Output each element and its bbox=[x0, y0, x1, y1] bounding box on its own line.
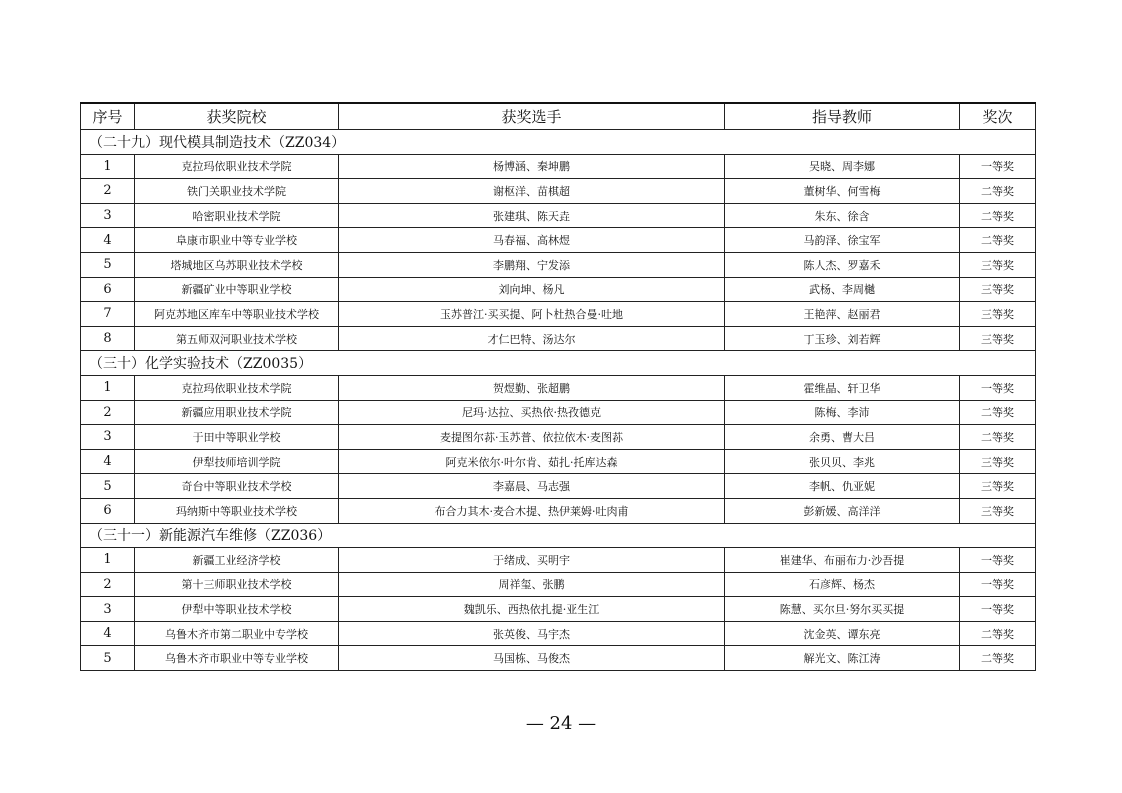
row-number: 5 bbox=[81, 252, 135, 277]
row-teachers: 武杨、李周樾 bbox=[725, 277, 960, 302]
row-teachers: 丁玉珍、刘若辉 bbox=[725, 326, 960, 351]
row-number: 4 bbox=[81, 621, 135, 646]
row-award: 二等奖 bbox=[960, 646, 1036, 671]
row-winners: 张建琪、陈天垚 bbox=[339, 203, 725, 228]
row-school: 于田中等职业学校 bbox=[135, 425, 339, 450]
table-row bbox=[81, 449, 1036, 474]
row-school: 新疆矿业中等职业学校 bbox=[135, 277, 339, 302]
row-teachers: 陈梅、李沛 bbox=[725, 400, 960, 425]
row-award: 二等奖 bbox=[960, 228, 1036, 253]
row-number: 3 bbox=[81, 203, 135, 228]
row-number: 4 bbox=[81, 228, 135, 253]
row-award: 一等奖 bbox=[960, 375, 1036, 400]
row-number: 2 bbox=[81, 179, 135, 204]
section-row bbox=[81, 130, 1036, 155]
table-row bbox=[81, 302, 1036, 327]
header-award: 奖次 bbox=[960, 103, 1036, 130]
row-teachers: 霍维晶、轩卫华 bbox=[725, 375, 960, 400]
row-teachers: 李帆、仇亚妮 bbox=[725, 474, 960, 499]
row-school: 乌鲁木齐市第二职业中专学校 bbox=[135, 621, 339, 646]
row-number: 8 bbox=[81, 326, 135, 351]
row-number: 3 bbox=[81, 425, 135, 450]
row-teachers: 石彦辉、杨杰 bbox=[725, 572, 960, 597]
row-teachers: 陈慧、买尔旦·努尔买买提 bbox=[725, 597, 960, 622]
row-teachers: 董树华、何雪梅 bbox=[725, 179, 960, 204]
row-award: 一等奖 bbox=[960, 548, 1036, 573]
row-award: 二等奖 bbox=[960, 179, 1036, 204]
section-row bbox=[81, 523, 1036, 548]
row-number: 6 bbox=[81, 498, 135, 523]
table-row bbox=[81, 498, 1036, 523]
row-number: 4 bbox=[81, 449, 135, 474]
row-school: 新疆应用职业技术学院 bbox=[135, 400, 339, 425]
row-award: 一等奖 bbox=[960, 154, 1036, 179]
row-number: 5 bbox=[81, 474, 135, 499]
row-teachers: 沈金英、谭东亮 bbox=[725, 621, 960, 646]
table-row bbox=[81, 326, 1036, 351]
page-number: — 24 — bbox=[525, 713, 597, 734]
section-title: （三十）化学实验技术（ZZ0035） bbox=[81, 351, 1036, 376]
row-teachers: 彭新媛、高洋洋 bbox=[725, 498, 960, 523]
row-school: 伊犁中等职业技术学校 bbox=[135, 597, 339, 622]
row-award: 一等奖 bbox=[960, 597, 1036, 622]
row-winners: 玉苏普江·买买提、阿卜杜热合曼·吐地 bbox=[339, 302, 725, 327]
table-row bbox=[81, 154, 1036, 179]
row-winners: 杨博涵、秦坤鹏 bbox=[339, 154, 725, 179]
table-body bbox=[81, 130, 1036, 671]
row-winners: 尼玛·达拉、买热依·热孜德克 bbox=[339, 400, 725, 425]
table-row bbox=[81, 228, 1036, 253]
row-number: 3 bbox=[81, 597, 135, 622]
row-number: 2 bbox=[81, 400, 135, 425]
table-row bbox=[81, 646, 1036, 671]
row-school: 乌鲁木齐市职业中等专业学校 bbox=[135, 646, 339, 671]
table-row bbox=[81, 375, 1036, 400]
awards-table bbox=[80, 102, 1036, 671]
header-school: 获奖院校 bbox=[135, 103, 339, 130]
row-award: 三等奖 bbox=[960, 277, 1036, 302]
row-winners: 贺煜勤、张超鹏 bbox=[339, 375, 725, 400]
table-row bbox=[81, 474, 1036, 499]
row-school: 阿克苏地区库车中等职业技术学校 bbox=[135, 302, 339, 327]
row-winners: 刘向坤、杨凡 bbox=[339, 277, 725, 302]
row-teachers: 吴晓、周李娜 bbox=[725, 154, 960, 179]
header-winners: 获奖选手 bbox=[339, 103, 725, 130]
header-no: 序号 bbox=[81, 103, 135, 130]
row-award: 三等奖 bbox=[960, 302, 1036, 327]
row-school: 阜康市职业中等专业学校 bbox=[135, 228, 339, 253]
table-row bbox=[81, 400, 1036, 425]
row-school: 奇台中等职业技术学校 bbox=[135, 474, 339, 499]
row-award: 二等奖 bbox=[960, 400, 1036, 425]
row-school: 克拉玛依职业技术学院 bbox=[135, 375, 339, 400]
row-award: 三等奖 bbox=[960, 474, 1036, 499]
row-winners: 李鹏翔、宁发添 bbox=[339, 252, 725, 277]
row-number: 1 bbox=[81, 548, 135, 573]
table-row bbox=[81, 425, 1036, 450]
row-award: 二等奖 bbox=[960, 621, 1036, 646]
row-school: 玛纳斯中等职业技术学校 bbox=[135, 498, 339, 523]
table-header bbox=[81, 103, 1036, 130]
row-school: 铁门关职业技术学院 bbox=[135, 179, 339, 204]
table-row bbox=[81, 572, 1036, 597]
row-school: 第五师双河职业技术学校 bbox=[135, 326, 339, 351]
row-teachers: 马韵泽、徐宝军 bbox=[725, 228, 960, 253]
row-winners: 周祥玺、张鹏 bbox=[339, 572, 725, 597]
row-school: 塔城地区乌苏职业技术学校 bbox=[135, 252, 339, 277]
table-row bbox=[81, 548, 1036, 573]
row-winners: 阿克米依尔·叶尔肯、茹扎·托库达森 bbox=[339, 449, 725, 474]
row-winners: 李嘉晨、马志强 bbox=[339, 474, 725, 499]
section-row bbox=[81, 351, 1036, 376]
row-number: 1 bbox=[81, 154, 135, 179]
row-teachers: 朱东、徐含 bbox=[725, 203, 960, 228]
row-winners: 谢枢洋、苗棋超 bbox=[339, 179, 725, 204]
section-title: （三十一）新能源汽车维修（ZZ036） bbox=[81, 523, 1036, 548]
row-award: 三等奖 bbox=[960, 252, 1036, 277]
row-school: 哈密职业技术学院 bbox=[135, 203, 339, 228]
row-winners: 才仁巴特、汤达尔 bbox=[339, 326, 725, 351]
table-row bbox=[81, 252, 1036, 277]
row-teachers: 张贝贝、李兆 bbox=[725, 449, 960, 474]
row-winners: 麦提图尔荪·玉苏普、依拉依木·麦图荪 bbox=[339, 425, 725, 450]
row-winners: 张英俊、马宇杰 bbox=[339, 621, 725, 646]
table-row bbox=[81, 277, 1036, 302]
row-award: 三等奖 bbox=[960, 449, 1036, 474]
row-winners: 魏凯乐、西热依扎提·亚生江 bbox=[339, 597, 725, 622]
row-winners: 马春福、高林煜 bbox=[339, 228, 725, 253]
row-award: 三等奖 bbox=[960, 326, 1036, 351]
row-award: 三等奖 bbox=[960, 498, 1036, 523]
row-award: 一等奖 bbox=[960, 572, 1036, 597]
row-number: 2 bbox=[81, 572, 135, 597]
table-row bbox=[81, 621, 1036, 646]
row-school: 伊犁技师培训学院 bbox=[135, 449, 339, 474]
row-award: 二等奖 bbox=[960, 203, 1036, 228]
row-winners: 布合力其木·麦合木提、热伊莱姆·吐肉甫 bbox=[339, 498, 725, 523]
row-number: 7 bbox=[81, 302, 135, 327]
row-teachers: 解光文、陈江涛 bbox=[725, 646, 960, 671]
row-number: 6 bbox=[81, 277, 135, 302]
row-teachers: 陈人杰、罗嘉禾 bbox=[725, 252, 960, 277]
row-teachers: 崔建华、布丽布力·沙吾提 bbox=[725, 548, 960, 573]
row-teachers: 王艳萍、赵丽君 bbox=[725, 302, 960, 327]
row-winners: 于绪成、买明宇 bbox=[339, 548, 725, 573]
section-title: （二十九）现代模具制造技术（ZZ034） bbox=[81, 130, 1036, 155]
row-school: 新疆工业经济学校 bbox=[135, 548, 339, 573]
table-row bbox=[81, 203, 1036, 228]
row-school: 第十三师职业技术学校 bbox=[135, 572, 339, 597]
row-school: 克拉玛依职业技术学院 bbox=[135, 154, 339, 179]
row-winners: 马国栋、马俊杰 bbox=[339, 646, 725, 671]
row-number: 5 bbox=[81, 646, 135, 671]
table-header-row bbox=[81, 103, 1036, 130]
row-award: 二等奖 bbox=[960, 425, 1036, 450]
table-row bbox=[81, 597, 1036, 622]
row-number: 1 bbox=[81, 375, 135, 400]
header-teachers: 指导教师 bbox=[725, 103, 960, 130]
row-teachers: 余勇、曹大吕 bbox=[725, 425, 960, 450]
table-row bbox=[81, 179, 1036, 204]
